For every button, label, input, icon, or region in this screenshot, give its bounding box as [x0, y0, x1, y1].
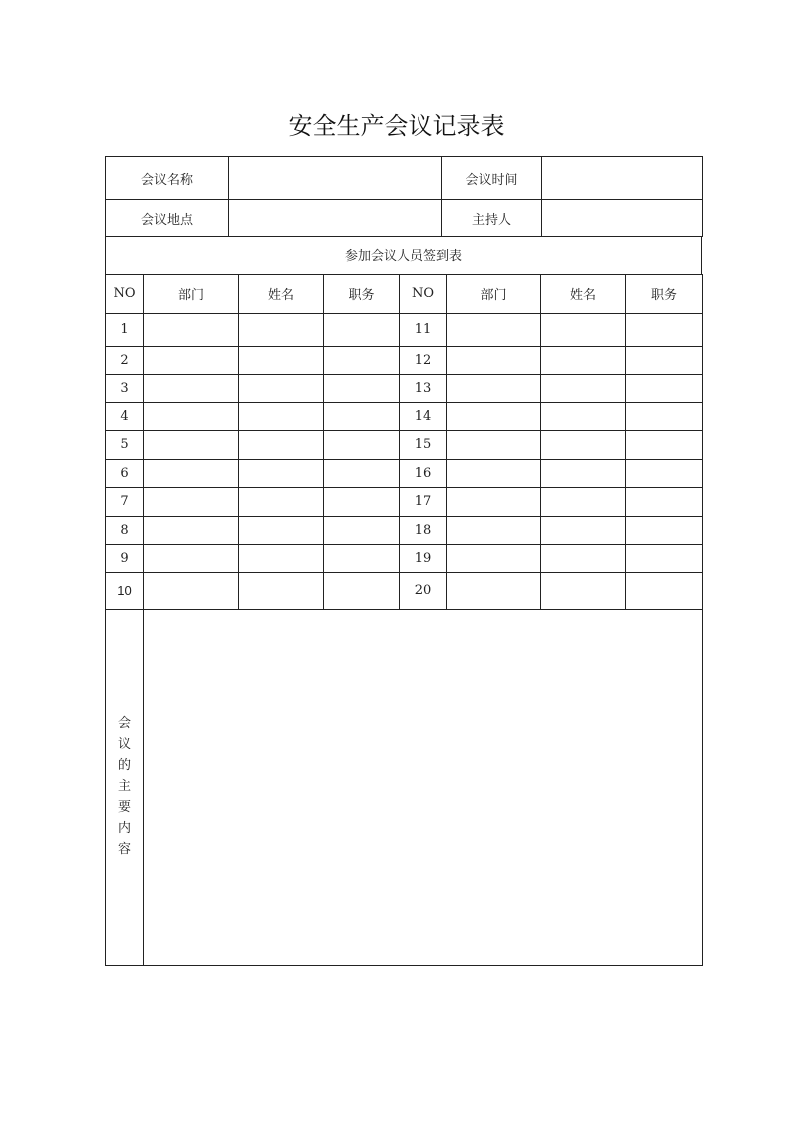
row-number: 3	[106, 374, 144, 402]
row-number: 9	[106, 544, 144, 572]
column-header: 部门	[144, 274, 239, 313]
row-number: 8	[106, 516, 144, 544]
name-cell[interactable]	[239, 402, 324, 430]
meeting-info-table	[105, 156, 703, 237]
content-label-char: 主	[117, 779, 131, 795]
row-number: 18	[400, 516, 447, 544]
row-number: 5	[106, 430, 144, 459]
position-cell[interactable]	[324, 516, 400, 544]
column-header: 职务	[626, 274, 703, 313]
table-row	[106, 487, 703, 516]
meeting-place-field[interactable]	[229, 200, 442, 237]
position-cell[interactable]	[626, 374, 703, 402]
position-cell[interactable]	[626, 544, 703, 572]
department-cell[interactable]	[447, 544, 541, 572]
name-cell[interactable]	[541, 544, 626, 572]
column-header: 姓名	[239, 274, 324, 313]
position-cell[interactable]	[324, 313, 400, 346]
department-cell[interactable]	[447, 516, 541, 544]
row-number: 20	[400, 572, 447, 609]
position-cell[interactable]	[324, 459, 400, 487]
position-cell[interactable]	[324, 430, 400, 459]
column-header: NO	[106, 274, 144, 313]
department-cell[interactable]	[144, 346, 239, 374]
name-cell[interactable]	[541, 313, 626, 346]
column-header: 姓名	[541, 274, 626, 313]
row-number: 19	[400, 544, 447, 572]
position-cell[interactable]	[626, 459, 703, 487]
department-cell[interactable]	[144, 516, 239, 544]
table-row	[106, 459, 703, 487]
content-label-char: 的	[117, 758, 131, 774]
column-header: 职务	[324, 274, 400, 313]
name-cell[interactable]	[541, 516, 626, 544]
name-cell[interactable]	[541, 459, 626, 487]
name-cell[interactable]	[541, 430, 626, 459]
name-cell[interactable]	[239, 374, 324, 402]
department-cell[interactable]	[144, 572, 239, 609]
department-cell[interactable]	[447, 374, 541, 402]
department-cell[interactable]	[447, 402, 541, 430]
department-cell[interactable]	[144, 430, 239, 459]
department-cell[interactable]	[447, 430, 541, 459]
department-cell[interactable]	[447, 459, 541, 487]
signin-heading: 参加会议人员签到表	[106, 236, 702, 274]
row-number: 13	[400, 374, 447, 402]
department-cell[interactable]	[144, 402, 239, 430]
meeting-time-field[interactable]	[542, 157, 703, 200]
content-label-char: 内	[117, 821, 131, 837]
row-number: 2	[106, 346, 144, 374]
position-cell[interactable]	[324, 402, 400, 430]
content-label	[106, 609, 144, 965]
row-number: 15	[400, 430, 447, 459]
host-field[interactable]	[542, 200, 703, 237]
table-row	[106, 374, 703, 402]
name-cell[interactable]	[541, 346, 626, 374]
content-label-char: 容	[117, 842, 131, 858]
content-table	[105, 609, 703, 966]
department-cell[interactable]	[144, 374, 239, 402]
department-cell[interactable]	[144, 544, 239, 572]
name-cell[interactable]	[239, 313, 324, 346]
name-cell[interactable]	[239, 572, 324, 609]
name-cell[interactable]	[541, 487, 626, 516]
position-cell[interactable]	[626, 313, 703, 346]
document-title: 安全生产会议记录表	[288, 112, 505, 140]
table-row	[106, 572, 703, 609]
row-number: 4	[106, 402, 144, 430]
row-number: 7	[106, 487, 144, 516]
department-cell[interactable]	[144, 313, 239, 346]
name-cell[interactable]	[541, 402, 626, 430]
position-cell[interactable]	[324, 346, 400, 374]
table-row	[106, 313, 703, 346]
row-number: 12	[400, 346, 447, 374]
position-cell[interactable]	[626, 430, 703, 459]
table-row	[106, 402, 703, 430]
department-cell[interactable]	[144, 459, 239, 487]
content-label-char: 会	[117, 716, 131, 732]
position-cell[interactable]	[324, 374, 400, 402]
row-number: 1	[106, 313, 144, 346]
meeting-place-label: 会议地点	[106, 200, 229, 237]
name-cell[interactable]	[239, 544, 324, 572]
row-number: 10	[106, 572, 144, 609]
position-cell[interactable]	[324, 572, 400, 609]
row-number: 11	[400, 313, 447, 346]
department-cell[interactable]	[144, 487, 239, 516]
position-cell[interactable]	[626, 346, 703, 374]
content-label-char: 议	[117, 737, 131, 753]
column-header: 部门	[447, 274, 541, 313]
position-cell[interactable]	[626, 402, 703, 430]
department-cell[interactable]	[447, 487, 541, 516]
content-label-char: 要	[117, 800, 131, 816]
row-number: 17	[400, 487, 447, 516]
name-cell[interactable]	[239, 516, 324, 544]
department-cell[interactable]	[447, 313, 541, 346]
host-label: 主持人	[442, 200, 542, 237]
name-cell[interactable]	[541, 572, 626, 609]
position-cell[interactable]	[626, 516, 703, 544]
table-row	[106, 516, 703, 544]
signin-heading-table	[105, 236, 702, 275]
position-cell[interactable]	[626, 572, 703, 609]
content-field[interactable]	[144, 609, 703, 965]
signin-table	[105, 274, 703, 610]
meeting-name-field[interactable]	[229, 157, 442, 200]
meeting-time-label: 会议时间	[442, 157, 542, 200]
name-cell[interactable]	[239, 459, 324, 487]
department-cell[interactable]	[447, 346, 541, 374]
name-cell[interactable]	[541, 374, 626, 402]
row-number: 6	[106, 459, 144, 487]
position-cell[interactable]	[626, 487, 703, 516]
table-row	[106, 544, 703, 572]
position-cell[interactable]	[324, 487, 400, 516]
column-header: NO	[400, 274, 447, 313]
name-cell[interactable]	[239, 487, 324, 516]
name-cell[interactable]	[239, 430, 324, 459]
name-cell[interactable]	[239, 346, 324, 374]
table-row	[106, 346, 703, 374]
department-cell[interactable]	[447, 572, 541, 609]
row-number: 16	[400, 459, 447, 487]
row-number: 14	[400, 402, 447, 430]
table-row	[106, 430, 703, 459]
position-cell[interactable]	[324, 544, 400, 572]
meeting-name-label: 会议名称	[106, 157, 229, 200]
